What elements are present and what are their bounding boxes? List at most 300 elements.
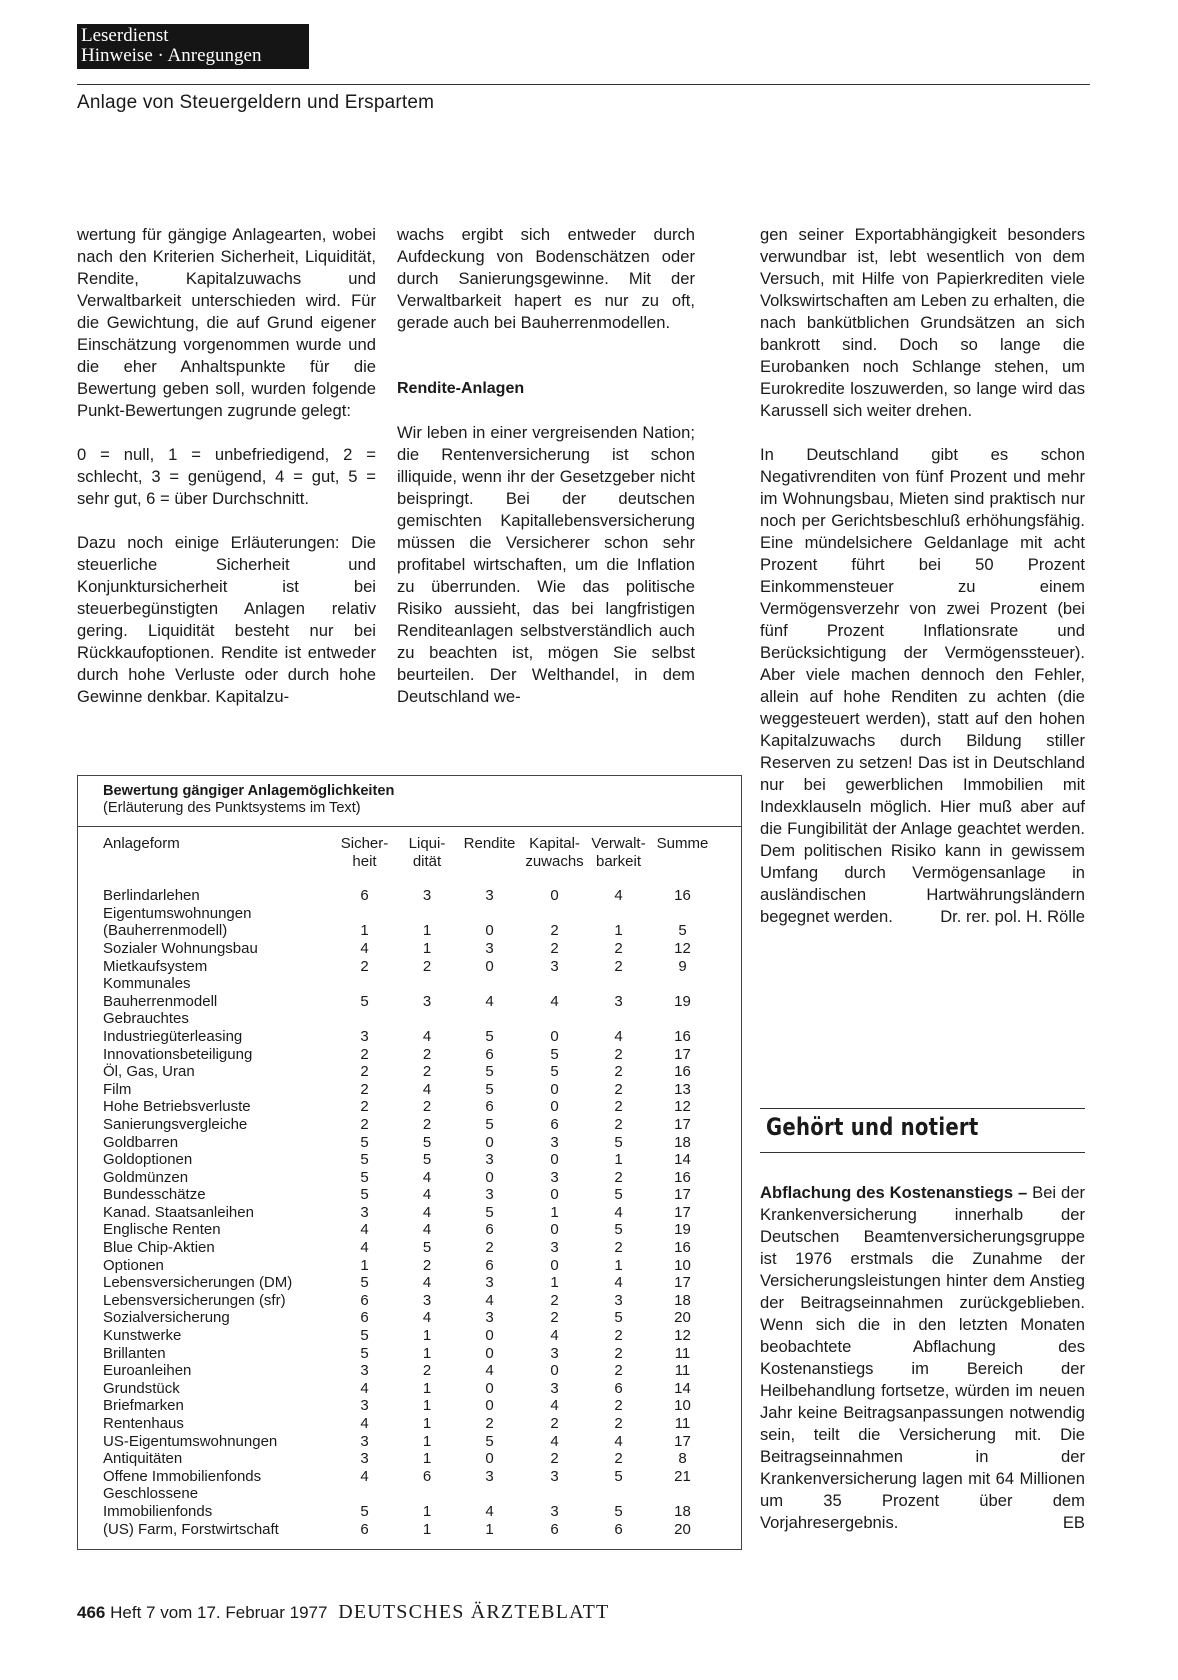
row-label-line: Lebensversicherungen (sfr) bbox=[103, 1291, 286, 1309]
score-cell: 6 bbox=[550, 1115, 559, 1133]
table-row bbox=[103, 1169, 715, 1187]
score-cell: 1 bbox=[422, 1327, 432, 1345]
score-cell: 2 bbox=[614, 1045, 623, 1063]
score-cell: 6 bbox=[485, 1045, 494, 1063]
score-cell: 2 bbox=[422, 957, 432, 975]
score-cell: 10 bbox=[674, 1256, 691, 1274]
table-row bbox=[103, 940, 715, 958]
score-cell: 3 bbox=[485, 887, 494, 905]
table-row bbox=[103, 1521, 715, 1539]
table-row bbox=[103, 1468, 715, 1486]
table-row bbox=[103, 1450, 715, 1468]
row-label-line: Berlindarlehen bbox=[103, 887, 200, 905]
score-cell: 4 bbox=[422, 1203, 432, 1221]
score-cell: 1 bbox=[422, 1502, 432, 1520]
score-cell: 0 bbox=[550, 1027, 559, 1045]
score-cell: 4 bbox=[360, 1415, 369, 1432]
score-cell: 1 bbox=[422, 1432, 432, 1450]
table-row bbox=[103, 1221, 715, 1239]
column-header bbox=[103, 835, 332, 887]
row-label-line: Euroanleihen bbox=[103, 1362, 192, 1380]
score-cell: 4 bbox=[422, 1221, 432, 1239]
score-cell: 2 bbox=[360, 1045, 369, 1063]
column-header bbox=[650, 835, 715, 887]
score-cell: 2 bbox=[614, 957, 623, 975]
column-header-line: Verwalt- bbox=[591, 835, 646, 852]
row-label-line: Sanierungsvergleiche bbox=[103, 1115, 248, 1133]
score-cell: 1 bbox=[550, 1274, 559, 1292]
col3-paragraph-2 bbox=[760, 444, 1085, 928]
score-cell: 4 bbox=[614, 1432, 623, 1450]
table-row bbox=[103, 1204, 715, 1222]
score-cell: 1 bbox=[422, 1415, 432, 1432]
row-label-line: Gebrauchtes bbox=[103, 1010, 189, 1028]
score-cell: 19 bbox=[674, 1221, 691, 1239]
score-cell: 0 bbox=[550, 1362, 559, 1380]
score-cell: 3 bbox=[550, 1168, 559, 1186]
page-number: 466 bbox=[77, 1603, 106, 1622]
score-cell: 3 bbox=[550, 1502, 559, 1520]
score-cell: 11 bbox=[674, 1415, 691, 1432]
score-cell: 5 bbox=[360, 1502, 369, 1520]
score-cell: 5 bbox=[550, 1045, 559, 1063]
score-cell: 16 bbox=[674, 1168, 691, 1186]
score-cell: 3 bbox=[485, 1467, 494, 1485]
row-label-line: Blue Chip-Aktien bbox=[103, 1239, 215, 1257]
score-cell: 5 bbox=[485, 1080, 494, 1098]
row-label bbox=[103, 1134, 332, 1152]
score-cell: 2 bbox=[614, 1450, 623, 1468]
row-label bbox=[103, 1327, 332, 1345]
box-text: Bei der Krankenversicherung innerhalb der Deutschen Beamtenversicherungsgruppe ist 1976 erstmals die Zunahme der Versicherungsleistungen hinter dem Anstieg der Beitragseinnahmen zurückgeblieben. Wenn sich die in den letzten Monaten beobachtete Abflachung des Kostenanstiegs im Bereich der Heilbehandlung fortsetze, würden im neuen Jahr keine Beitragsanpassungen notwendig sein, teilt die Versicherung mit. Die Beitragseinnahmen in der Krankenversicherung lagen mit 64 Millionen um 35 Prozent über dem Vorjahresergebnis. bbox=[760, 1183, 1085, 1532]
row-label bbox=[103, 1397, 332, 1415]
score-cell: 4 bbox=[550, 1397, 559, 1415]
score-cell: 4 bbox=[614, 1027, 623, 1045]
score-cell: 1 bbox=[614, 1256, 623, 1274]
score-cell: 3 bbox=[360, 1450, 369, 1468]
score-cell: 17 bbox=[674, 1186, 691, 1204]
score-cell: 6 bbox=[360, 1291, 369, 1309]
row-label bbox=[103, 1046, 332, 1064]
score-cell: 0 bbox=[485, 1450, 494, 1468]
score-cell: 1 bbox=[422, 1379, 432, 1397]
row-label bbox=[103, 1257, 332, 1275]
score-cell: 0 bbox=[485, 1379, 494, 1397]
score-cell: 6 bbox=[360, 1309, 369, 1327]
score-cell: 3 bbox=[614, 1291, 623, 1309]
score-cell: 2 bbox=[614, 1415, 623, 1432]
column-header-line: dität bbox=[412, 852, 442, 870]
row-label-line: Immobilienfonds bbox=[103, 1502, 213, 1520]
row-label-line: Kanad. Staatsanleihen bbox=[103, 1203, 254, 1221]
row-label bbox=[103, 1116, 332, 1134]
score-cell: 4 bbox=[614, 1274, 623, 1292]
score-cell: 1 bbox=[422, 1520, 432, 1538]
score-cell: 2 bbox=[614, 1080, 623, 1098]
score-cell: 4 bbox=[422, 1080, 432, 1098]
score-cell: 1 bbox=[485, 1520, 494, 1538]
row-label-line: Kunstwerke bbox=[103, 1327, 182, 1345]
score-cell: 1 bbox=[550, 1203, 559, 1221]
score-cell: 5 bbox=[360, 1151, 369, 1169]
score-cell: 0 bbox=[550, 1221, 559, 1239]
row-label bbox=[103, 1345, 332, 1363]
score-cell: 1 bbox=[422, 922, 432, 940]
score-cell: 2 bbox=[485, 1239, 494, 1257]
page-footer bbox=[77, 1601, 609, 1624]
table-row bbox=[103, 1081, 715, 1099]
column-header-line: Sicher- bbox=[340, 835, 389, 852]
score-cell: 3 bbox=[360, 1397, 369, 1415]
column-header bbox=[522, 835, 587, 887]
score-cell: 4 bbox=[550, 1327, 559, 1345]
score-cell: 0 bbox=[485, 1397, 494, 1415]
table-row bbox=[103, 975, 715, 1010]
row-label-line: Mietkaufsystem bbox=[103, 957, 208, 975]
box-sign: EB bbox=[1062, 1513, 1085, 1532]
score-cell: 5 bbox=[422, 1239, 432, 1257]
score-cell: 6 bbox=[360, 1520, 369, 1538]
column-header-line: Summe bbox=[656, 835, 709, 852]
score-cell: 16 bbox=[674, 887, 691, 905]
score-cell: 18 bbox=[674, 1502, 691, 1520]
score-cell: 3 bbox=[485, 1274, 494, 1292]
score-cell: 2 bbox=[485, 1415, 494, 1432]
rating-table bbox=[103, 835, 715, 1538]
score-cell: 1 bbox=[360, 922, 369, 940]
score-cell: 2 bbox=[360, 1080, 369, 1098]
score-cell: 3 bbox=[550, 1133, 559, 1151]
score-cell: 3 bbox=[360, 1027, 369, 1045]
score-cell: 4 bbox=[614, 887, 623, 905]
score-cell: 4 bbox=[422, 1309, 432, 1327]
score-cell: 6 bbox=[614, 1520, 623, 1538]
table-row bbox=[103, 1116, 715, 1134]
row-label bbox=[103, 1362, 332, 1380]
score-cell: 5 bbox=[614, 1186, 623, 1204]
table-row bbox=[103, 1239, 715, 1257]
score-cell: 0 bbox=[550, 1186, 559, 1204]
col2-heading: Rendite-Anlagen bbox=[397, 380, 525, 397]
column-header-line: Anlageform bbox=[103, 835, 180, 852]
score-cell: 4 bbox=[360, 939, 369, 957]
row-label-line: Industriegüterleasing bbox=[103, 1027, 243, 1045]
row-label bbox=[103, 940, 332, 958]
column-header-line: Kapital- bbox=[529, 835, 580, 852]
row-label bbox=[103, 1010, 332, 1045]
score-cell: 3 bbox=[485, 1151, 494, 1169]
score-cell: 1 bbox=[422, 1450, 432, 1468]
column-header-line: heit bbox=[352, 852, 377, 870]
badge-line-1: Leserdienst bbox=[81, 25, 169, 46]
column-header-line: Liqui- bbox=[408, 835, 446, 852]
score-cell: 2 bbox=[422, 1063, 432, 1081]
score-cell: 16 bbox=[674, 1027, 691, 1045]
score-cell: 10 bbox=[674, 1397, 691, 1415]
score-cell: 5 bbox=[614, 1467, 623, 1485]
row-label-line: Optionen bbox=[103, 1256, 164, 1274]
score-cell: 3 bbox=[550, 957, 559, 975]
row-label-line: Hohe Betriebsverluste bbox=[103, 1098, 251, 1116]
column-header-line: Rendite bbox=[463, 835, 516, 852]
table-row bbox=[103, 1345, 715, 1363]
table-title-rule bbox=[77, 826, 742, 827]
column-2 bbox=[397, 224, 695, 708]
score-cell: 2 bbox=[614, 1115, 623, 1133]
score-cell: 3 bbox=[360, 1362, 369, 1380]
score-cell: 2 bbox=[614, 1098, 623, 1116]
score-cell: 2 bbox=[422, 1115, 432, 1133]
score-cell: 2 bbox=[422, 1362, 432, 1380]
row-label-line: Lebensversicherungen (DM) bbox=[103, 1274, 293, 1292]
magazine-name: DEUTSCHES ÄRZTEBLATT bbox=[338, 1601, 610, 1623]
col2-paragraph-2: Wir leben in einer vergreisenden Nation; die Rentenversicherung ist schon illiquide, wenn ihr der Gesetzgeber nicht beispringt. Bei der deutschen gemischten Kapitallebensversicherung müssen die Versicherer schon sehr profitabel wirtschaften, um die Inflation zu überrunden. Wie das politische Risiko aussieht, das bei langfristigen Renditeanlagen selbstverständlich auch zu beachten ist, mögen Sie selbst beurteilen. Der Welthandel, in dem Deutschland we- bbox=[397, 423, 695, 706]
score-cell: 0 bbox=[485, 957, 494, 975]
table-row bbox=[103, 1362, 715, 1380]
score-cell: 19 bbox=[674, 992, 691, 1010]
score-cell: 0 bbox=[485, 1327, 494, 1345]
score-cell: 2 bbox=[614, 939, 623, 957]
row-label bbox=[103, 887, 332, 905]
table-row bbox=[103, 1380, 715, 1398]
score-cell: 3 bbox=[422, 992, 432, 1010]
score-cell: 14 bbox=[674, 1379, 691, 1397]
column-header bbox=[332, 835, 397, 887]
score-cell: 3 bbox=[422, 1291, 432, 1309]
score-cell: 18 bbox=[674, 1291, 691, 1309]
score-cell: 2 bbox=[550, 1415, 559, 1432]
score-cell: 3 bbox=[360, 1432, 369, 1450]
table-row bbox=[103, 1433, 715, 1451]
table-row bbox=[103, 1063, 715, 1081]
row-label bbox=[103, 1485, 332, 1520]
box-body bbox=[760, 1182, 1085, 1534]
score-cell: 4 bbox=[485, 1362, 494, 1380]
table-row bbox=[103, 1010, 715, 1045]
score-cell: 5 bbox=[360, 1274, 369, 1292]
score-cell: 2 bbox=[422, 1256, 432, 1274]
score-cell: 2 bbox=[422, 1098, 432, 1116]
score-cell: 5 bbox=[614, 1221, 623, 1239]
row-label-line: Offene Immobilienfonds bbox=[103, 1467, 262, 1485]
row-label-line: Geschlossene bbox=[103, 1485, 199, 1503]
box-rule-top bbox=[760, 1108, 1085, 1109]
score-cell: 12 bbox=[674, 1098, 691, 1116]
score-cell: 5 bbox=[485, 1432, 494, 1450]
score-cell: 5 bbox=[485, 1063, 494, 1081]
score-cell: 2 bbox=[360, 1115, 369, 1133]
score-cell: 3 bbox=[550, 1344, 559, 1362]
table-title: Bewertung gängiger Anlagemöglichkeiten bbox=[103, 783, 395, 799]
box-lead: Abflachung des Kostenanstiegs – bbox=[760, 1183, 1028, 1202]
row-label bbox=[103, 1450, 332, 1468]
score-cell: 6 bbox=[485, 1256, 494, 1274]
score-cell: 1 bbox=[422, 1397, 432, 1415]
score-cell: 4 bbox=[422, 1168, 432, 1186]
row-label bbox=[103, 1221, 332, 1239]
table-row bbox=[103, 1397, 715, 1415]
score-cell: 20 bbox=[674, 1309, 691, 1327]
table-row bbox=[103, 1151, 715, 1169]
row-label bbox=[103, 1274, 332, 1292]
score-cell: 2 bbox=[550, 1450, 559, 1468]
score-cell: 6 bbox=[485, 1098, 494, 1116]
score-cell: 1 bbox=[360, 1256, 369, 1274]
score-cell: 4 bbox=[360, 1221, 369, 1239]
table-row bbox=[103, 1046, 715, 1064]
row-label-line: Bauherrenmodell bbox=[103, 992, 218, 1010]
row-label-line: (Bauherrenmodell) bbox=[103, 922, 228, 940]
row-label bbox=[103, 1292, 332, 1310]
header-rule bbox=[77, 84, 1090, 85]
score-cell: 3 bbox=[485, 1186, 494, 1204]
score-cell: 6 bbox=[360, 887, 369, 905]
score-cell: 4 bbox=[360, 1467, 369, 1485]
score-cell: 14 bbox=[674, 1151, 691, 1169]
score-cell: 5 bbox=[360, 1186, 369, 1204]
score-cell: 5 bbox=[360, 1133, 369, 1151]
score-cell: 6 bbox=[614, 1379, 623, 1397]
table-row bbox=[103, 1257, 715, 1275]
score-cell: 0 bbox=[550, 1256, 559, 1274]
col1-paragraph-2: 0 = null, 1 = unbefriedigend, 2 = schlecht, 3 = genügend, 4 = gut, 5 = sehr gut, 6 = über Durchschnitt. bbox=[77, 445, 376, 508]
column-header bbox=[457, 835, 522, 887]
score-cell: 5 bbox=[360, 1344, 369, 1362]
column-header bbox=[397, 835, 457, 887]
row-label-line: (US) Farm, Forstwirtschaft bbox=[103, 1520, 279, 1538]
row-label bbox=[103, 1433, 332, 1451]
score-cell: 21 bbox=[674, 1467, 691, 1485]
score-cell: 6 bbox=[422, 1467, 432, 1485]
box-rule-bottom bbox=[760, 1152, 1085, 1153]
score-cell: 5 bbox=[422, 1133, 432, 1151]
row-label-line: Goldoptionen bbox=[103, 1151, 193, 1169]
table-row bbox=[103, 887, 715, 905]
row-label bbox=[103, 975, 332, 1010]
score-cell: 0 bbox=[550, 1151, 559, 1169]
column-header-line: barkeit bbox=[595, 852, 642, 870]
column-header-line: zuwachs bbox=[525, 852, 584, 870]
score-cell: 2 bbox=[614, 1344, 623, 1362]
score-cell: 2 bbox=[614, 1063, 623, 1081]
row-label bbox=[103, 1151, 332, 1169]
col1-paragraph-1: wertung für gängige Anlagearten, wobei nach den Kriterien Sicherheit, Liquidität, Rendite, Kapitalzuwachs und Verwaltbarkeit unterschieden wird. Für die Gewichtung, die auf Grund eigener Einschätzung vorgenommen wurde und die eher Anhaltspunkte für die Bewertung geben soll, wurden folgende Punkt-Bewertungen zugrunde gelegt: bbox=[77, 225, 376, 420]
col3-paragraph-1: gen seiner Exportabhängigkeit besonders verwundbar ist, lebt wesentlich von dem Versuch, mit Hilfe von Papierkrediten viele Volkswirtschaften am Leben zu erhalten, die nach bankütblichen Grundsätzen an sich bankrott sind. Doch so lange die Eurobanken noch Schlange stehen, um Eurokredite loszuwerden, so lange wird das Karussell sich weiter drehen. bbox=[760, 225, 1085, 420]
score-cell: 4 bbox=[485, 992, 494, 1010]
row-label-line: Sozialer Wohnungsbau bbox=[103, 939, 258, 957]
column-3 bbox=[760, 224, 1085, 928]
row-label-line: Brillanten bbox=[103, 1344, 166, 1362]
row-label bbox=[103, 1309, 332, 1327]
score-cell: 5 bbox=[550, 1063, 559, 1081]
table-row bbox=[103, 1309, 715, 1327]
score-cell: 2 bbox=[422, 1045, 432, 1063]
row-label bbox=[103, 1081, 332, 1099]
score-cell: 18 bbox=[674, 1133, 691, 1151]
score-cell: 12 bbox=[674, 939, 691, 957]
row-label-line: Goldbarren bbox=[103, 1133, 179, 1151]
row-label-line: US-Eigentumswohnungen bbox=[103, 1432, 278, 1450]
box-title: Gehört und notiert bbox=[766, 1113, 979, 1141]
article-subtitle: Anlage von Steuergeldern und Erspartem bbox=[77, 92, 435, 113]
row-label-line: Innovationsbeteiligung bbox=[103, 1045, 253, 1063]
row-label-line: Film bbox=[103, 1080, 132, 1098]
score-cell: 2 bbox=[550, 1309, 559, 1327]
row-label-line: Rentenhaus bbox=[103, 1415, 184, 1432]
col1-paragraph-3: Dazu noch einige Erläuterungen: Die steuerliche Sicherheit und Konjunktursicherheit ist bei steuerbegünstigten Anlagen relativ gering. Liquidität besteht nur bei Rückkaufoptionen. Rendite ist entweder durch hohe Verluste oder durch hohe Gewinne denkbar. Kapitalzu- bbox=[77, 533, 376, 706]
section-badge bbox=[77, 24, 309, 69]
score-cell: 2 bbox=[360, 957, 369, 975]
table-row bbox=[103, 1292, 715, 1310]
row-label-line: Antiquitäten bbox=[103, 1450, 183, 1468]
score-cell: 3 bbox=[360, 1203, 369, 1221]
score-cell: 3 bbox=[485, 939, 494, 957]
row-label-line: Sozialversicherung bbox=[103, 1309, 230, 1327]
row-label-line: Eigentumswohnungen bbox=[103, 904, 252, 922]
score-cell: 5 bbox=[678, 922, 687, 940]
score-cell: 0 bbox=[550, 1080, 559, 1098]
row-label bbox=[103, 1186, 332, 1204]
score-cell: 8 bbox=[678, 1450, 687, 1468]
row-label bbox=[103, 1204, 332, 1222]
score-cell: 17 bbox=[674, 1274, 691, 1292]
score-cell: 2 bbox=[614, 1397, 623, 1415]
table-subtitle: (Erläuterung des Punktsystems im Text) bbox=[103, 800, 361, 816]
score-cell: 0 bbox=[485, 922, 494, 940]
score-cell: 12 bbox=[674, 1327, 691, 1345]
score-cell: 1 bbox=[614, 1151, 623, 1169]
row-label-line: Kommunales bbox=[103, 975, 191, 993]
column-1 bbox=[77, 224, 376, 708]
score-cell: 2 bbox=[550, 939, 559, 957]
score-cell: 5 bbox=[485, 1027, 494, 1045]
score-cell: 4 bbox=[422, 1186, 432, 1204]
score-cell: 6 bbox=[550, 1520, 559, 1538]
score-cell: 11 bbox=[674, 1344, 691, 1362]
score-cell: 0 bbox=[485, 1133, 494, 1151]
row-label-line: Goldmünzen bbox=[103, 1168, 189, 1186]
score-cell: 0 bbox=[485, 1344, 494, 1362]
score-cell: 5 bbox=[614, 1502, 623, 1520]
score-cell: 9 bbox=[678, 957, 687, 975]
score-cell: 0 bbox=[550, 887, 559, 905]
row-label bbox=[103, 1239, 332, 1257]
row-label bbox=[103, 958, 332, 976]
score-cell: 4 bbox=[485, 1502, 494, 1520]
score-cell: 5 bbox=[485, 1115, 494, 1133]
score-cell: 5 bbox=[614, 1309, 623, 1327]
score-cell: 3 bbox=[550, 1379, 559, 1397]
score-cell: 3 bbox=[550, 1239, 559, 1257]
row-label bbox=[103, 905, 332, 940]
row-label-line: Englische Renten bbox=[103, 1221, 221, 1239]
row-label-line: Bundesschätze bbox=[103, 1186, 206, 1204]
table-row bbox=[103, 1274, 715, 1292]
score-cell: 20 bbox=[674, 1520, 691, 1538]
score-cell: 1 bbox=[614, 922, 623, 940]
score-cell: 0 bbox=[485, 1168, 494, 1186]
score-cell: 5 bbox=[422, 1151, 432, 1169]
table-row bbox=[103, 1327, 715, 1345]
score-cell: 4 bbox=[485, 1291, 494, 1309]
row-label bbox=[103, 1169, 332, 1187]
score-cell: 2 bbox=[614, 1362, 623, 1380]
row-label bbox=[103, 1063, 332, 1081]
score-cell: 2 bbox=[614, 1168, 623, 1186]
score-cell: 16 bbox=[674, 1239, 691, 1257]
col3-paragraph-2-text: In Deutschland gibt es schon Negativrenditen von fünf Prozent und mehr im Wohnungsbau, Mieten sind praktisch nur noch per Gerichtsbeschluß erhöhungsfähig. Eine mündelsichere Geldanlage mit acht Prozent führt bei 50 Prozent Einkommensteuer zu einem Vermögensverzehr von zwei Prozent (bei fünf Prozent Inflationsrate und Berücksichtigung der Vermögenssteuer). Aber viele machen dennoch den Fehler, allein auf hohe Renditen zu achten (die weggesteuert werden), statt auf den hohen Kapitalzuwachs durch Bildung stiller Reserven zu setzen! Das ist in Deutschland nur bei gewerblichen Immobilien mit Indexklauseln möglich. Hier muß aber auf die Fungibilität der Anlage geachtet werden. Dem politischen Risiko kann in gewissem Umfang durch Vermögensanlage in ausländischen Hartwährungsländern begegnet werden. bbox=[760, 445, 1085, 926]
score-cell: 2 bbox=[360, 1098, 369, 1116]
